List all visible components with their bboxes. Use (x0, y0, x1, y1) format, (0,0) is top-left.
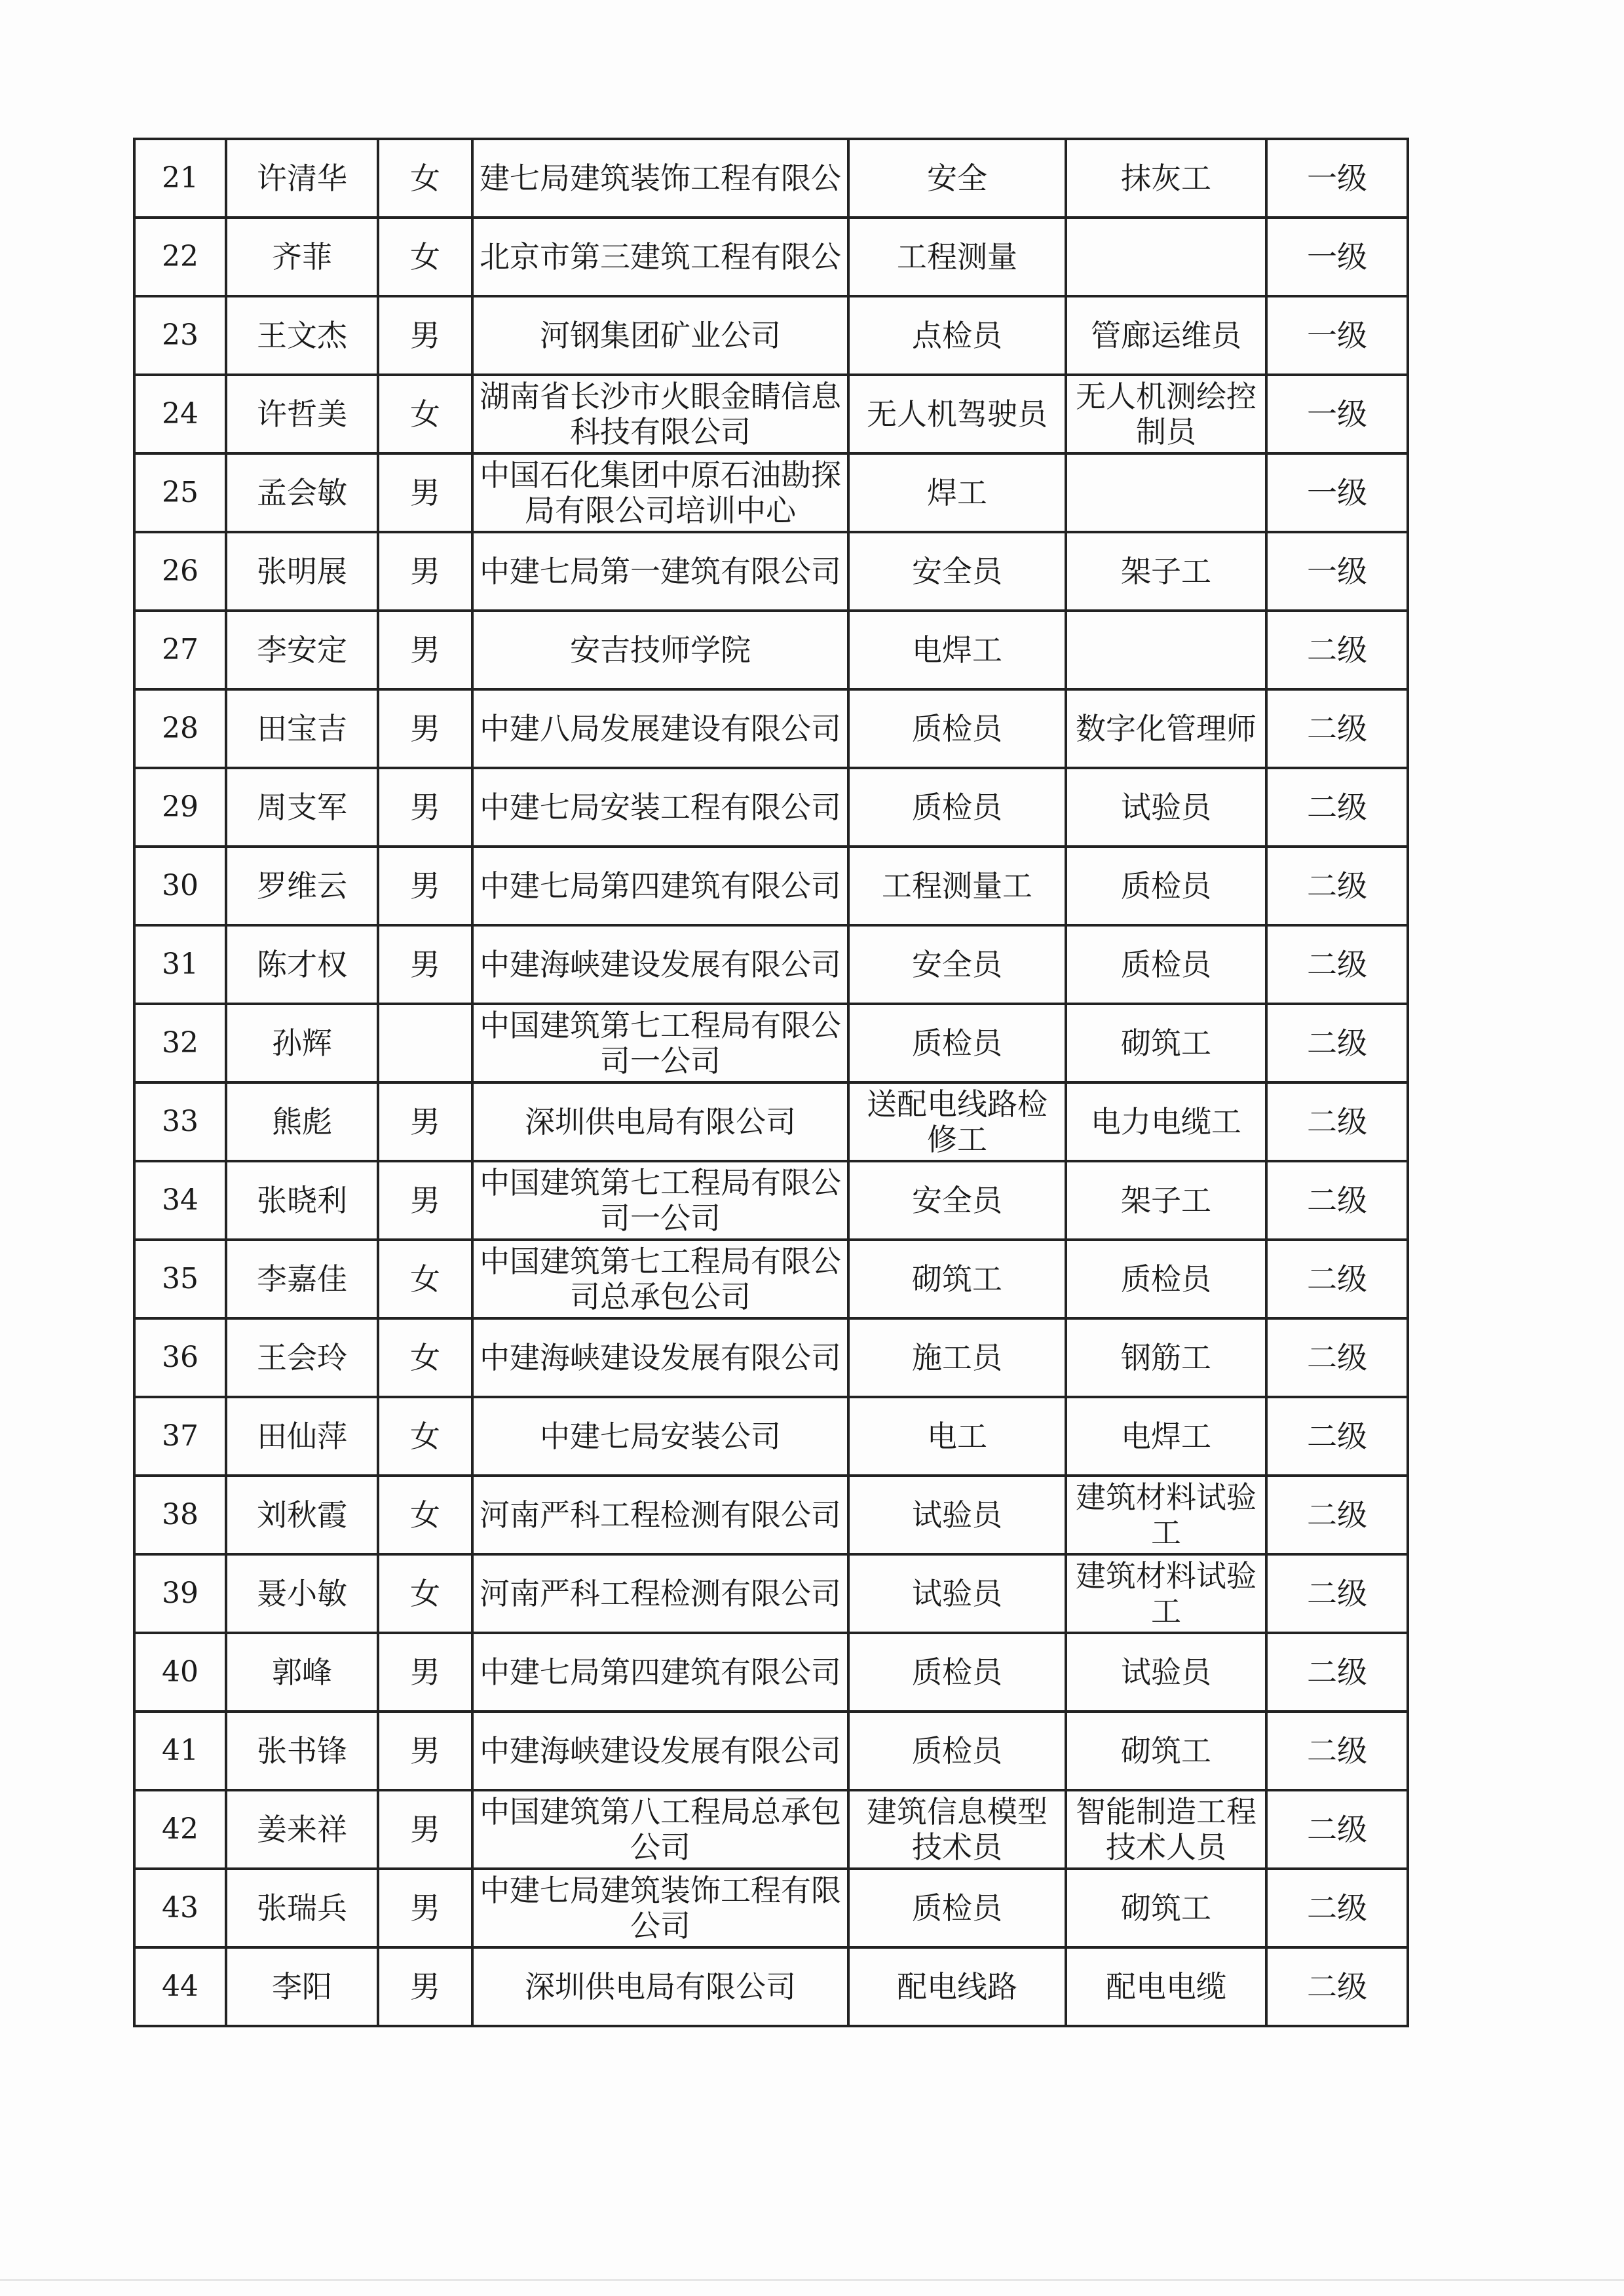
table-row (134, 532, 1408, 611)
cell-gender: 女 (378, 1554, 472, 1633)
table-row (134, 689, 1408, 768)
cell-number: 23 (134, 296, 226, 375)
cell-level: 二级 (1266, 847, 1408, 925)
table-row (134, 296, 1408, 375)
cell-occupation: 电焊工 (848, 611, 1066, 689)
cell-level: 二级 (1266, 1004, 1408, 1082)
cell-name: 刘秋霞 (226, 1476, 378, 1554)
cell-gender: 男 (378, 847, 472, 925)
cell-level: 二级 (1266, 689, 1408, 768)
cell-occupation: 工程测量 (848, 218, 1066, 296)
cell-level: 一级 (1266, 453, 1408, 532)
cell-name: 聂小敏 (226, 1554, 378, 1633)
cell-number: 40 (134, 1633, 226, 1712)
cell-level: 二级 (1266, 1633, 1408, 1712)
cell-organization: 湖南省长沙市火眼金睛信息科技有限公司 (472, 375, 848, 453)
cell-number: 39 (134, 1554, 226, 1633)
table-row (134, 1947, 1408, 2026)
cell-occupation: 无人机驾驶员 (848, 375, 1066, 453)
cell-name: 郭峰 (226, 1633, 378, 1712)
table-row (134, 1161, 1408, 1240)
cell-number: 32 (134, 1004, 226, 1082)
cell-occupation-2: 架子工 (1066, 1161, 1266, 1240)
cell-number: 34 (134, 1161, 226, 1240)
cell-number: 24 (134, 375, 226, 453)
cell-occupation: 建筑信息模型技术员 (848, 1790, 1066, 1869)
cell-occupation-2: 试验员 (1066, 1633, 1266, 1712)
cell-organization: 中建海峡建设发展有限公司 (472, 1318, 848, 1397)
cell-occupation: 工程测量工 (848, 847, 1066, 925)
cell-occupation-2: 质检员 (1066, 925, 1266, 1004)
cell-name: 李嘉佳 (226, 1240, 378, 1318)
cell-level: 二级 (1266, 1790, 1408, 1869)
cell-number: 43 (134, 1869, 226, 1947)
cell-name: 田宝吉 (226, 689, 378, 768)
cell-number: 37 (134, 1397, 226, 1476)
cell-occupation: 焊工 (848, 453, 1066, 532)
cell-name: 齐菲 (226, 218, 378, 296)
cell-occupation: 安全 (848, 139, 1066, 218)
cell-number: 42 (134, 1790, 226, 1869)
cell-name: 罗维云 (226, 847, 378, 925)
cell-gender: 女 (378, 375, 472, 453)
cell-occupation: 试验员 (848, 1476, 1066, 1554)
cell-name: 张瑞兵 (226, 1869, 378, 1947)
cell-level: 二级 (1266, 1240, 1408, 1318)
cell-organization: 中国建筑第七工程局有限公司一公司 (472, 1161, 848, 1240)
cell-name: 周支军 (226, 768, 378, 847)
table-row (134, 1082, 1408, 1161)
table-row (134, 1712, 1408, 1790)
cell-name: 姜来祥 (226, 1790, 378, 1869)
cell-organization: 深圳供电局有限公司 (472, 1947, 848, 2026)
cell-number: 38 (134, 1476, 226, 1554)
cell-organization: 北京市第三建筑工程有限公 (472, 218, 848, 296)
table-row (134, 375, 1408, 453)
cell-name: 田仙萍 (226, 1397, 378, 1476)
cell-organization: 中国建筑第七工程局有限公司总承包公司 (472, 1240, 848, 1318)
cell-gender: 男 (378, 1161, 472, 1240)
cell-number: 29 (134, 768, 226, 847)
cell-name: 孙辉 (226, 1004, 378, 1082)
cell-gender (378, 1004, 472, 1082)
cell-occupation: 安全员 (848, 925, 1066, 1004)
table-row (134, 768, 1408, 847)
cell-organization: 中建七局第四建筑有限公司 (472, 1633, 848, 1712)
cell-gender: 男 (378, 1869, 472, 1947)
cell-level: 二级 (1266, 1947, 1408, 2026)
table-row (134, 925, 1408, 1004)
table-row (134, 1790, 1408, 1869)
cell-gender: 男 (378, 768, 472, 847)
roster-body (134, 139, 1408, 2026)
cell-organization: 中国建筑第七工程局有限公司一公司 (472, 1004, 848, 1082)
cell-name: 熊彪 (226, 1082, 378, 1161)
cell-number: 27 (134, 611, 226, 689)
table-row (134, 453, 1408, 532)
cell-level: 二级 (1266, 1082, 1408, 1161)
table-row (134, 1397, 1408, 1476)
cell-level: 二级 (1266, 1869, 1408, 1947)
cell-organization: 中建七局建筑装饰工程有限公司 (472, 1869, 848, 1947)
cell-organization: 河南严科工程检测有限公司 (472, 1476, 848, 1554)
table-row (134, 1633, 1408, 1712)
cell-occupation-2: 质检员 (1066, 847, 1266, 925)
cell-organization: 中建八局发展建设有限公司 (472, 689, 848, 768)
cell-level: 一级 (1266, 218, 1408, 296)
table-row (134, 611, 1408, 689)
cell-occupation: 试验员 (848, 1554, 1066, 1633)
table-row (134, 139, 1408, 218)
cell-gender: 男 (378, 925, 472, 1004)
cell-occupation: 质检员 (848, 1712, 1066, 1790)
cell-occupation-2: 智能制造工程技术人员 (1066, 1790, 1266, 1869)
table-row (134, 1476, 1408, 1554)
cell-occupation-2: 电力电缆工 (1066, 1082, 1266, 1161)
cell-gender: 女 (378, 1240, 472, 1318)
cell-occupation-2: 抹灰工 (1066, 139, 1266, 218)
cell-number: 31 (134, 925, 226, 1004)
cell-number: 36 (134, 1318, 226, 1397)
cell-level: 二级 (1266, 1318, 1408, 1397)
cell-occupation-2: 无人机测绘控制员 (1066, 375, 1266, 453)
cell-gender: 男 (378, 1947, 472, 2026)
cell-organization: 中国石化集团中原石油勘探局有限公司培训中心 (472, 453, 848, 532)
cell-name: 张晓利 (226, 1161, 378, 1240)
roster-table (133, 138, 1409, 2027)
cell-name: 王会玲 (226, 1318, 378, 1397)
cell-number: 41 (134, 1712, 226, 1790)
cell-level: 一级 (1266, 139, 1408, 218)
cell-occupation-2: 砌筑工 (1066, 1869, 1266, 1947)
table-row (134, 1240, 1408, 1318)
cell-gender: 女 (378, 1476, 472, 1554)
cell-level: 一级 (1266, 296, 1408, 375)
cell-name: 张明展 (226, 532, 378, 611)
cell-name: 李安定 (226, 611, 378, 689)
cell-occupation: 安全员 (848, 1161, 1066, 1240)
cell-occupation: 施工员 (848, 1318, 1066, 1397)
cell-name: 李阳 (226, 1947, 378, 2026)
cell-occupation-2: 砌筑工 (1066, 1004, 1266, 1082)
cell-level: 二级 (1266, 1712, 1408, 1790)
cell-gender: 女 (378, 139, 472, 218)
cell-gender: 男 (378, 1790, 472, 1869)
cell-gender: 男 (378, 611, 472, 689)
cell-name: 王文杰 (226, 296, 378, 375)
cell-organization: 中建七局第四建筑有限公司 (472, 847, 848, 925)
cell-occupation: 点检员 (848, 296, 1066, 375)
cell-organization: 深圳供电局有限公司 (472, 1082, 848, 1161)
cell-number: 25 (134, 453, 226, 532)
cell-occupation-2: 建筑材料试验工 (1066, 1476, 1266, 1554)
cell-occupation-2: 试验员 (1066, 768, 1266, 847)
cell-level: 一级 (1266, 375, 1408, 453)
cell-occupation: 电工 (848, 1397, 1066, 1476)
cell-occupation-2: 电焊工 (1066, 1397, 1266, 1476)
cell-organization: 中建海峡建设发展有限公司 (472, 1712, 848, 1790)
cell-organization: 中建七局安装公司 (472, 1397, 848, 1476)
cell-organization: 中建七局安装工程有限公司 (472, 768, 848, 847)
cell-occupation: 送配电线路检修工 (848, 1082, 1066, 1161)
cell-level: 二级 (1266, 611, 1408, 689)
cell-number: 21 (134, 139, 226, 218)
cell-organization: 河钢集团矿业公司 (472, 296, 848, 375)
cell-gender: 女 (378, 218, 472, 296)
cell-number: 30 (134, 847, 226, 925)
cell-gender: 男 (378, 1082, 472, 1161)
cell-number: 22 (134, 218, 226, 296)
cell-organization: 中国建筑第八工程局总承包公司 (472, 1790, 848, 1869)
cell-name: 许哲美 (226, 375, 378, 453)
cell-gender: 男 (378, 532, 472, 611)
cell-gender: 女 (378, 1397, 472, 1476)
cell-occupation: 质检员 (848, 768, 1066, 847)
table-row (134, 1869, 1408, 1947)
cell-name: 孟会敏 (226, 453, 378, 532)
cell-occupation: 质检员 (848, 1869, 1066, 1947)
cell-occupation: 质检员 (848, 689, 1066, 768)
table-row (134, 1318, 1408, 1397)
table-row (134, 1554, 1408, 1633)
cell-occupation: 配电线路 (848, 1947, 1066, 2026)
cell-occupation-2: 钢筋工 (1066, 1318, 1266, 1397)
cell-number: 35 (134, 1240, 226, 1318)
cell-name: 许清华 (226, 139, 378, 218)
cell-level: 一级 (1266, 532, 1408, 611)
cell-occupation: 质检员 (848, 1633, 1066, 1712)
cell-number: 26 (134, 532, 226, 611)
cell-occupation-2: 架子工 (1066, 532, 1266, 611)
cell-occupation-2: 配电电缆 (1066, 1947, 1266, 2026)
table-row (134, 1004, 1408, 1082)
cell-occupation-2: 质检员 (1066, 1240, 1266, 1318)
cell-number: 44 (134, 1947, 226, 2026)
cell-name: 陈才权 (226, 925, 378, 1004)
cell-occupation-2: 砌筑工 (1066, 1712, 1266, 1790)
cell-organization: 建七局建筑装饰工程有限公 (472, 139, 848, 218)
cell-level: 二级 (1266, 1554, 1408, 1633)
cell-gender: 男 (378, 296, 472, 375)
cell-occupation-2 (1066, 218, 1266, 296)
cell-organization: 中建海峡建设发展有限公司 (472, 925, 848, 1004)
cell-number: 33 (134, 1082, 226, 1161)
cell-occupation: 砌筑工 (848, 1240, 1066, 1318)
cell-gender: 男 (378, 1712, 472, 1790)
scan-bottom-edge (0, 2279, 1624, 2281)
cell-occupation-2: 管廊运维员 (1066, 296, 1266, 375)
cell-occupation: 安全员 (848, 532, 1066, 611)
cell-number: 28 (134, 689, 226, 768)
table-row (134, 847, 1408, 925)
cell-occupation-2: 建筑材料试验工 (1066, 1554, 1266, 1633)
cell-gender: 男 (378, 1633, 472, 1712)
table-row (134, 218, 1408, 296)
cell-organization: 安吉技师学院 (472, 611, 848, 689)
cell-level: 二级 (1266, 768, 1408, 847)
cell-occupation-2: 数字化管理师 (1066, 689, 1266, 768)
cell-name: 张书锋 (226, 1712, 378, 1790)
cell-level: 二级 (1266, 1397, 1408, 1476)
cell-gender: 女 (378, 1318, 472, 1397)
cell-gender: 男 (378, 453, 472, 532)
cell-gender: 男 (378, 689, 472, 768)
cell-level: 二级 (1266, 1161, 1408, 1240)
cell-occupation: 质检员 (848, 1004, 1066, 1082)
cell-organization: 河南严科工程检测有限公司 (472, 1554, 848, 1633)
cell-occupation-2 (1066, 611, 1266, 689)
cell-level: 二级 (1266, 925, 1408, 1004)
cell-organization: 中建七局第一建筑有限公司 (472, 532, 848, 611)
cell-occupation-2 (1066, 453, 1266, 532)
cell-level: 二级 (1266, 1476, 1408, 1554)
